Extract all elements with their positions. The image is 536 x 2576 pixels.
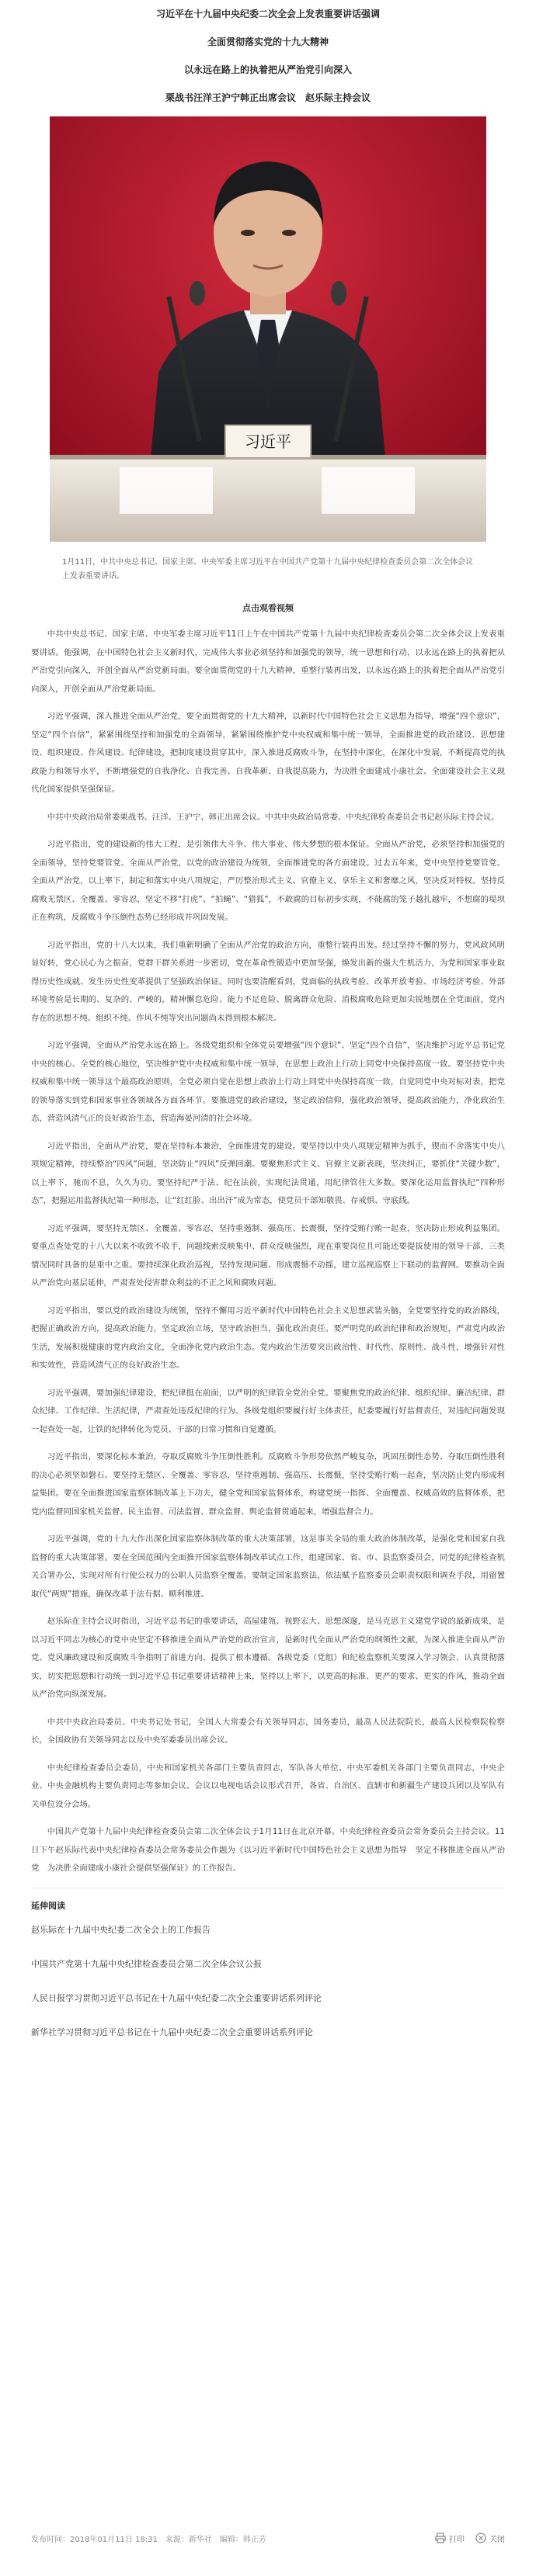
paragraph: 中央纪律检查委员会委员，中央和国家机关各部门主要负责同志，军队各大单位、中央军委机关各部门主要负责同志，中央企业、中央金融机构主要负责同志等参加会议。会议以电视电话会议形式召开，各省、自治区、直辖市和新疆生产建设兵团以及军队有关单位设分会场。 (31, 1763, 505, 1809)
paragraph: 习近平强调，要加强纪律建设，把纪律挺在前面，以严明的纪律管全党治全党。要聚焦党的政治纪律、组织纪律、廉洁纪律、群众纪律、工作纪律、生活纪律，严肃查处违反纪律的行为。各级党组织要履行好主体责任，纪委要履行好监督责任，对违纪问题发现一起查处一起，让铁的纪律转化为党员、干部的日常习惯和自觉遵循。 (31, 1388, 505, 1434)
related-link[interactable]: 人民日报学习贯彻习近平总书记在十九届中央纪委二次全会重要讲话系列评论 (31, 1992, 322, 2003)
related-reading (31, 1899, 505, 2040)
paragraph: 习近平指出，党的十八大以来，我们重新明确了全面从严治党的政治方向，重整行装再出发。经过坚持不懈的努力，党风政风明显好转，党心民心为之振奋，党群干群关系进一步密切，党在革命性锻造中更加坚强，焕发出新的强大生机活力，为党和国家事业取得历史性成就、发生历史性变革提供了坚强政治保证。同时也要清醒看到，党面临的执政考验、改革开放考验、市场经济考验、外部环境考验是长期的、复杂的、严峻的，精神懈怠危险、能力不足危险、脱离群众危险、消极腐败危险更加尖锐地摆在全党面前，党内存在的思想不纯、组织不纯、作风不纯等突出问题尚未得到根本解决。 (31, 940, 505, 1023)
subheadline-1: 全面贯彻落实党的十九大精神 (207, 36, 329, 47)
paragraph: 习近平指出，要以党的政治建设为统领，坚持不懈用习近平新时代中国特色社会主义思想武装头脑，全党要坚持党的政治路线，把握正确政治方向，提高政治能力，坚定政治立场，坚守政治担当，强化政治责任。要严明党的政治纪律和政治规矩，严肃党内政治生活，发展积极健康的党内政治文化，全面净化党内政治生态。党内政治生活要突出政治性、时代性、原则性、战斗性，增强针对性和实效性，营造风清气正的良好政治生态。 (31, 1305, 505, 1370)
news-photo-illustration (50, 116, 486, 542)
paragraph: 中国共产党第十九届中央纪律检查委员会第二次全体会议于1月11日在北京开幕。中央纪律检查委员会常务委员会主持会议。11日下午赵乐际代表中央纪律检查委员会常务委员会作题为《以习近平新时代中国特色社会主义思想为指导 坚定不移推进全面从严治党 为决胜全面建成小康社会提供坚强保证》的工作报告。 (31, 1827, 505, 1873)
close-button[interactable] (475, 2533, 505, 2544)
related-link[interactable]: 中国共产党第十九届中央纪律检查委员会第二次全体会议公报 (31, 1958, 262, 1969)
printer-icon (435, 2533, 446, 2543)
publish-meta: 发布时间：2018年01月11日 18:31 来源：新华社 编辑：韩正芳 (31, 2535, 266, 2544)
print-button[interactable] (435, 2533, 465, 2544)
news-photo (50, 116, 486, 542)
article-body (31, 626, 505, 1878)
paragraph: 中共中央政治局常委栗战书、汪洋、王沪宁、韩正出席会议。中共中央政治局常委、中央纪律检查委员会书记赵乐际主持会议。 (47, 812, 499, 822)
related-reading-title: 延伸阅读 (31, 1900, 65, 1911)
close-icon (475, 2533, 486, 2543)
subheadline-3: 栗战书汪洋王沪宁韩正出席会议 赵乐际主持会议 (165, 92, 371, 103)
close-label: 关闭 (489, 2535, 505, 2544)
main-headline: 习近平在十九届中央纪委二次全会上发表重要讲话强调 (155, 9, 380, 19)
paragraph: 习近平指出，要深化标本兼治，夺取反腐败斗争压倒性胜利。反腐败斗争形势依然严峻复杂，巩固压倒性态势、夺取压倒性胜利的决心必须坚如磐石。要坚持无禁区、全覆盖、零容忍，坚持重遏制、强高压、长震慑，坚持受贿行贿一起查，坚决防止党内形成利益集团。要在全面推进国家监察体制改革上下功夫，健全党和国家监督体系，构建党统一指挥、全面覆盖、权威高效的监督体系，把党内监督同国家机关监督、民主监督、司法监督、群众监督、舆论监督贯通起来，增强监督合力。 (31, 1452, 505, 1517)
paragraph: 赵乐际在主持会议时指出，习近平总书记的重要讲话，高屋建瓴、视野宏大、思想深邃，是马克思主义建党学说的最新成果，是以习近平同志为核心的党中央坚定不移推进全面从严治党的政治宣言，是新时代全面从严治党的纲领性文献，为深入推进全面从严治党、党风廉政建设和反腐败斗争指明了前进方向、提供了根本遵循。各级党委（党组）和纪检监察机关要深入学习领会、认真贯彻落实，切实把思想和行动统一到习近平总书记重要讲话精神上来，坚持以上率下，以更高的标准、更严的要求、更实的作风，推动全面从严治党向纵深发展。 (31, 1617, 505, 1699)
paragraph: 中共中央政治局委员、中央书记处书记，全国人大常委会有关领导同志，国务委员，最高人民法院院长，最高人民检察院检察长，全国政协有关领导同志以及中央军委委员出席会议。 (31, 1717, 505, 1745)
watch-video-link[interactable]: 点击观看视频 (242, 603, 294, 613)
paragraph: 习近平指出，党的建设新的伟大工程，是引领伟大斗争、伟大事业、伟大梦想的根本保证。全面从严治党，必须坚持和加强党的全面领导，坚持党要管党、全面从严治党，以党的政治建设为统领，全面推进党的各方面建设。过去五年来，党中央坚持党要管党、全面从严治党，以上率下，制定和落实中央八项规定，严厉整治形式主义、官僚主义、享乐主义和奢靡之风，坚决反对特权。坚持反腐败无禁区、全覆盖、零容忍，坚定不移“打虎”、“拍蝇”、“猎狐”，不敢腐的目标初步实现，不能腐的笼子越扎越牢，不想腐的堤坝正在构筑，反腐败斗争压倒性态势已经形成并巩固发展。 (31, 840, 505, 922)
paragraph: 习近平强调，要坚持无禁区、全覆盖、零容忍，坚持重遏制、强高压、长震慑，坚持受贿行贿一起查，坚决防止形成利益集团。要重点查处党的十八大以来不收敛不收手，问题线索反映集中、群众反映强烈，现在重要岗位且可能还要提拔使用的领导干部，三类情况同时具备的是重中之重。要持续深化政治巡视，坚持发现问题、形成震慑不动摇，建立巡视巡察上下联动的监督网。要推动全面从严治党向基层延伸，严肃查处侵害群众利益的不正之风和腐败问题。 (31, 1223, 505, 1288)
subheadline-2: 以永远在路上的执着把从严治党引向深入 (183, 64, 352, 75)
paragraph: 习近平强调，深入推进全面从严治党，要全面贯彻党的十九大精神，以新时代中国特色社会主义思想为指导，增强“四个意识”，坚定“四个自信”，紧紧围绕坚持和加强党的全面领导，紧紧围绕维护党中央权威和集中统一领导，全面推进党的政治建设、思想建设、组织建设、作风建设、纪律建设，把制度建设贯穿其中，深入推进反腐败斗争，在坚持中深化，在深化中发展，不断提高党的执政能力和领导水平，不断增强党的自我净化、自我完善、自我革新、自我提高能力，为决胜全面建成小康社会、全面建设社会主义现代化国家提供坚强保证。 (31, 712, 505, 794)
print-label: 打印 (449, 2535, 465, 2544)
headline-block (31, 0, 505, 106)
related-link[interactable]: 新华社学习贯彻习近平总书记在十九届中央纪委二次全会重要讲话系列评论 (31, 2026, 313, 2037)
article-footer (31, 2530, 505, 2546)
paragraph: 习近平强调，党的十九大作出深化国家监察体制改革的重大决策部署，这是事关全局的重大政治体制改革，是强化党和国家自我监督的重大决策部署。要在全国范围内全面推开国家监察体制改革试点工作，组建国家、省、市、县监察委员会，同党的纪律检查机关合署办公，实现对所有行使公权力的公职人员监察全覆盖。要制定国家监察法，依法赋予监察委员会职责权限和调查手段，用留置取代“两规”措施，确保改革于法有据、顺利推进。 (31, 1534, 505, 1599)
paragraph: 习近平强调，全面从严治党永远在路上。各级党组织和全体党员要增强“四个意识”、坚定“四个自信”，坚决维护习近平总书记党中央的核心、全党的核心地位，坚决维护党中央权威和集中统一领导，在思想上政治上行动上同党中央保持高度一致。要坚持党中央权威和集中统一领导这个最高政治原则，全党必须自觉在思想上政治上行动上同党中央保持高度一致，自觉同党中央对标对表，把党的领导落实到党和国家事业各领域各方面各环节。要推进党的政治建设，坚定政治信仰，强化政治领导，提高政治能力，净化政治生态，营造风清气正的良好政治生态，营造海晏河清的社会环境。 (31, 1041, 505, 1123)
related-link[interactable]: 赵乐际在十九届中央纪委二次全会上的工作报告 (31, 1924, 211, 1935)
paragraph: 习近平指出，全面从严治党，要在坚持标本兼治，全面推进党的建设。要坚持以中央八项规定精神为抓手，锲而不舍落实中央八项规定精神，持续整治“四风”问题，坚决防止“四风”反弹回潮。要聚焦形式主义、官僚主义新表现，坚决纠正，要抓住“关键少数”，以上率下，驰而不息，久久为功。要坚持纪严于法、纪在法前，实现纪法贯通，用纪律管住大多数。要深化运用监督执纪“四种形态”，把握运用监督执纪第一种形态，让“红红脸、出出汗”成为常态，使党员干部知敬畏、存戒惧、守底线。 (31, 1141, 505, 1205)
nameplate-text: 习近平 (245, 432, 291, 451)
photo-caption: 1月11日，中共中央总书记、国家主席、中央军委主席习近平在中国共产党第十九届中央纪律检查委员会第二次全体会议上发表重要讲话。 (62, 558, 474, 581)
paragraph: 中共中央总书记、国家主席、中央军委主席习近平11日上午在中国共产党第十九届中央纪律检查委员会第二次全体会议上发表重要讲话。他强调，在中国特色社会主义新时代，完成伟大事业必须坚持和加强党的领导，统一思想和行动，以永远在路上的执着把从严治党引向深入，开创全面从严治党新局面。要全面贯彻党的十九大精神，重整行装再出发，以永远在路上的执着把全面从严治党引向深入，开创全面从严治党新局面。 (31, 629, 505, 694)
